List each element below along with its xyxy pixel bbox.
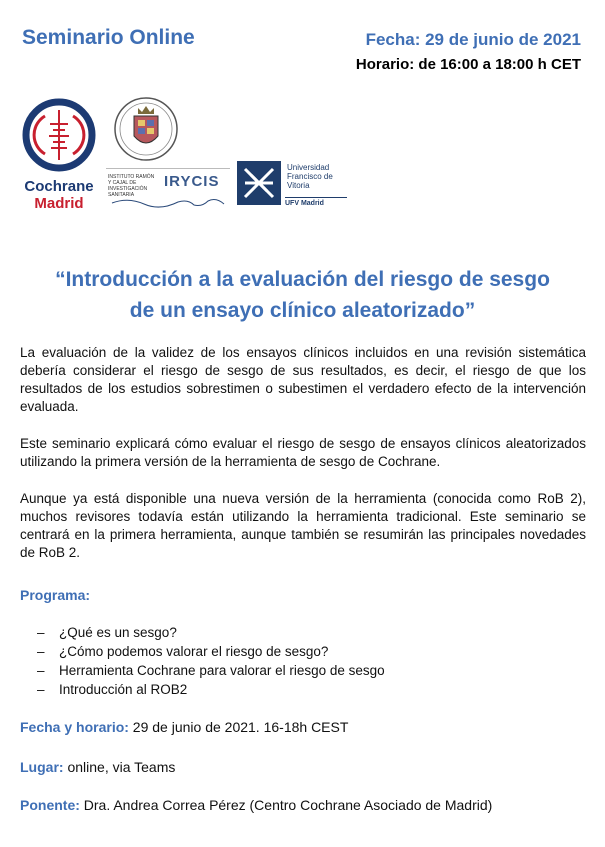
crest-icon	[112, 94, 180, 164]
speaker-label: Ponente:	[20, 797, 80, 813]
date-time-value: 29 de junio de 2021. 16-18h CEST	[128, 719, 349, 735]
ufv-emblem-icon	[237, 161, 281, 205]
cochrane-name: Cochrane	[24, 178, 94, 195]
location-value: online, via Teams	[63, 759, 176, 775]
purpose-paragraph: Este seminario explicará cómo evaluar el riesgo de sesgo de ensayos clínicos aleatorizados utilizando la primera versión de la herramienta de sesgo de Cochrane.	[20, 436, 586, 469]
list-item: – Herramienta Cochrane para valorar el riesgo de sesgo	[37, 663, 385, 678]
location-info	[20, 759, 175, 775]
program-list	[37, 623, 385, 699]
ufv-line2: Francisco de	[287, 172, 333, 181]
date-time-info	[20, 719, 348, 735]
seminar-title	[0, 264, 605, 326]
irycis-name: IRYCIS	[164, 173, 220, 190]
location-label: Lugar:	[20, 759, 64, 775]
list-item: – ¿Qué es un sesgo?	[37, 625, 177, 640]
cochrane-madrid-logo	[18, 96, 100, 212]
date-time-label: Fecha y horario:	[20, 719, 129, 735]
speaker-value: Dra. Andrea Correa Pérez (Centro Cochrane Asociado de Madrid)	[79, 797, 493, 813]
university-crest-logo	[112, 94, 180, 169]
cochrane-emblem-icon	[20, 96, 98, 174]
ufv-line3: Vitoria	[287, 181, 310, 190]
irycis-subtitle: INSTITUTO RAMÓN Y CAJAL DE INVESTIGACIÓN SANITARIA	[108, 174, 155, 198]
ufv-text	[287, 163, 333, 190]
ufv-line1: Universidad	[287, 163, 330, 172]
event-type: Seminario Online	[22, 26, 195, 49]
program-heading: Programa:	[20, 587, 91, 603]
rob2-paragraph: Aunque ya está disponible una nueva versión de la herramienta (conocida como RoB 2), muchos revisores todavía están utilizando la herramienta tradicional. Este seminario se centrará en la primera herramienta, aunque también se resumirán las principales novedades de RoB 2.	[20, 491, 586, 560]
list-item: – ¿Cómo podemos valorar el riesgo de sesgo?	[37, 644, 329, 659]
ufv-logo	[237, 159, 349, 211]
event-time: Horario: de 16:00 a 18:00 h CET	[355, 56, 581, 73]
event-date: Fecha: 29 de junio de 2021	[365, 30, 581, 49]
ufv-short-name: UFV Madrid	[285, 197, 347, 207]
title-line2: de un ensayo clínico aleatorizado”	[129, 299, 476, 322]
title-line1: “Introducción a la evaluación del riesgo de sesgo	[55, 268, 550, 291]
irycis-signature-icon	[108, 195, 228, 209]
speaker-info	[20, 797, 492, 813]
list-item: – Introducción al ROB2	[37, 682, 188, 697]
intro-paragraph: La evaluación de la validez de los ensayos clínicos incluidos en una revisión sistemática debería considerar el riesgo de sesgo de sus resultados, es decir, el riesgo de que los resultados de los estudios sobrestimen o subestimen el verdadero efecto de la intervención evaluada.	[20, 345, 586, 414]
cochrane-city: Madrid	[34, 195, 84, 212]
irycis-logo	[106, 168, 230, 211]
